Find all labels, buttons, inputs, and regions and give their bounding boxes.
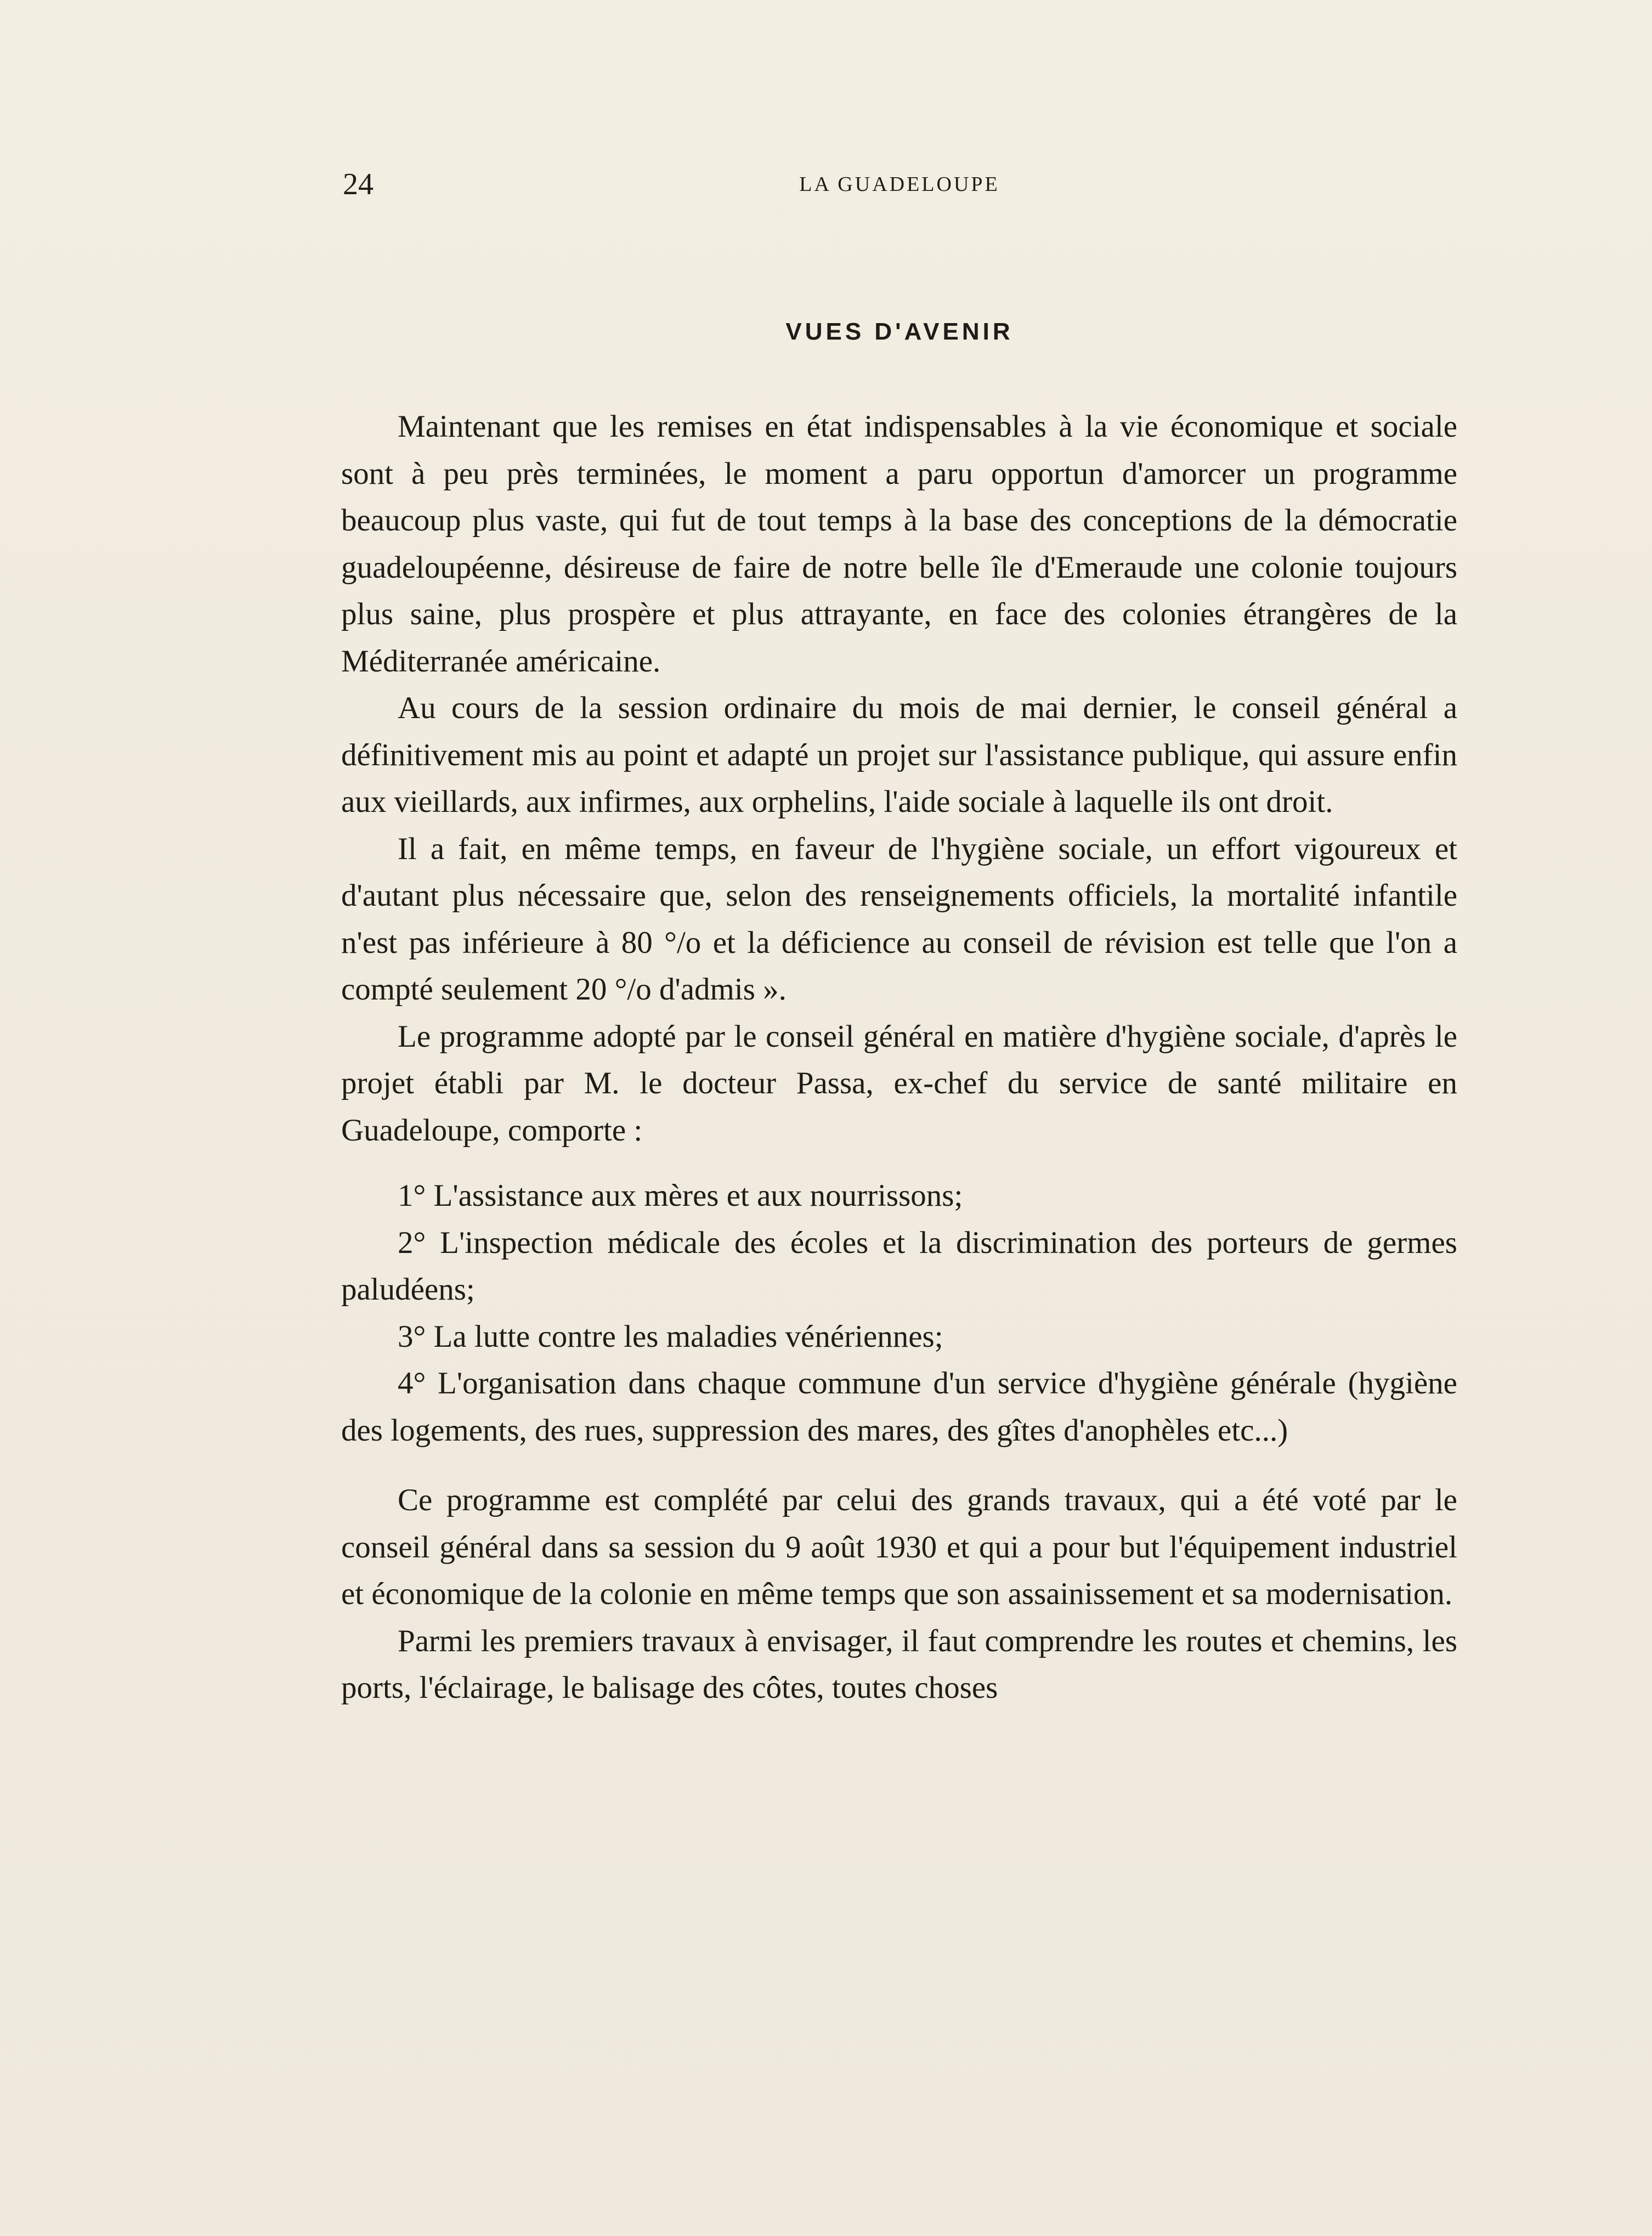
body-text [341, 403, 1457, 1712]
page-number: 24 [343, 167, 374, 201]
running-header [343, 162, 1456, 206]
list-item: 3° La lutte contre les maladies vénériennes; [398, 1319, 943, 1354]
running-title: LA GUADELOUPE [799, 173, 1000, 196]
section-title: VUES D'AVENIR [785, 318, 1014, 345]
paragraph: Au cours de la session ordinaire du mois de mai dernier, le conseil général a définitivement mis au point et adapté un projet sur l'assistance publique, qui assure enfin aux vieillards, aux infirmes, aux orphelins, l'aide sociale à laquelle ils ont droit. [341, 691, 1457, 819]
paragraph: Ce programme est complété par celui des grands travaux, qui a été voté par le conseil général dans sa session du 9 août 1930 et qui a pour but l'équipement industriel et économique de la colonie en même temps que son assainissement et sa modernisation. [341, 1483, 1457, 1611]
list-item: 4° L'organisation dans chaque commune d'un service d'hygiène générale (hygiène des logements, des rues, suppression des mares, des gîtes d'anophèles etc...) [341, 1366, 1457, 1448]
list-item: 1° L'assistance aux mères et aux nourrissons; [398, 1178, 963, 1213]
paragraph: Maintenant que les remises en état indispensables à la vie économique et sociale sont à peu près terminées, le moment a paru opportun d'amorcer un programme beaucoup plus vaste, qui fut de tout temps à la base des conceptions de la démocratie guadeloupéenne, désireuse de faire de notre belle île d'Emeraude une colonie toujours plus saine, plus prospère et plus attrayante, en face des colonies étrangères de la Méditerranée américaine. [341, 409, 1457, 679]
numbered-list [341, 1172, 1457, 1454]
paragraph: Parmi les premiers travaux à envisager, il faut comprendre les routes et chemins, les ports, l'éclairage, le balisage des côtes, toutes choses [341, 1623, 1457, 1705]
paragraph: Le programme adopté par le conseil général en matière d'hygiène sociale, d'après le projet établi par M. le docteur Passa, ex-chef du service de santé militaire en Guadeloupe, comporte : [341, 1019, 1457, 1148]
paragraph: Il a fait, en même temps, en faveur de l'hygiène sociale, un effort vigoureux et d'autant plus nécessaire que, selon des renseignements officiels, la mortalité infantile n'est pas inférieure à 80 °/o et la déficience au conseil de révision est telle que l'on a compté seulement 20 °/o d'admis ». [341, 831, 1457, 1007]
list-item: 2° L'inspection médicale des écoles et la discrimination des porteurs de germes paludéens; [341, 1225, 1457, 1307]
